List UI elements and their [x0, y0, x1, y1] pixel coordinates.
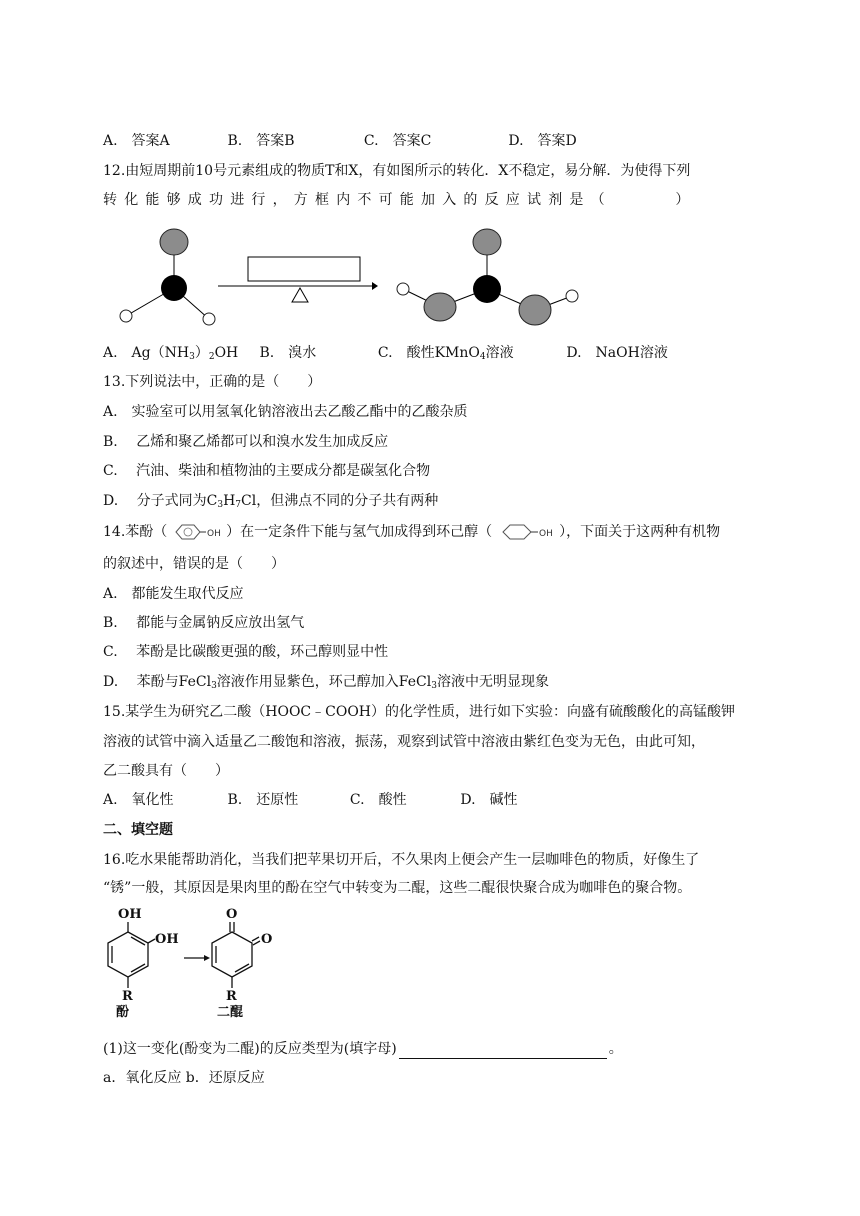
phenol-oh-side: OH — [155, 932, 179, 947]
q15-stem-line1: 15.某学生为研究乙二酸（HOOC﹣COOH）的化学性质，进行如下实验：向盛有硫酸酸化的高锰酸钾 — [103, 704, 736, 720]
q16-stem-line2: “锈”一般，其原因是果肉里的酚在空气中转变为二醌，这些二醌很快聚合成为咖啡色的聚合物。 — [103, 880, 692, 896]
q12-option-d: D. NaOH溶液 — [566, 345, 668, 361]
phenol-r-label: R — [122, 989, 133, 1004]
q11-option-a: A. 答案A — [103, 133, 170, 149]
q12-option-a: A. $Ag(NH_3)_2OH$ — [103, 345, 239, 362]
reaction-arrow — [218, 257, 378, 302]
q14-stem-line2: 的叙述中，错误的是（ ） — [103, 556, 285, 572]
cyclohexanol-oh-label: OH — [538, 529, 553, 539]
quinone-o-side: O — [261, 932, 273, 947]
q13-option-c: C. 汽油、柴油和植物油的主要成分都是碳氢化合物 — [103, 463, 431, 479]
q14-option-c: C. 苯酚是比碳酸更强的酸，环己醇则显中性 — [103, 644, 389, 660]
molecule-x — [397, 229, 578, 325]
q13-option-a: A. 实验室可以用氢氧化钠溶液出去乙酸乙酯中的乙酸杂质 — [103, 404, 468, 420]
q14-stem-line1: 14.苯酚（ OH ）在一定条件下能与氢气加成得到环己醇（ OH ），下面关于这两种有机物 — [103, 524, 721, 540]
q12-options — [103, 343, 668, 363]
q16-sub1-options: a．氧化反应 b．还原反应 — [103, 1070, 265, 1086]
cyclohexanol-structure-icon — [497, 523, 555, 541]
q14-option-a: A. 都能发生取代反应 — [103, 586, 244, 602]
reaction-arrow-2 — [184, 955, 210, 961]
q15-option-a: A. 氧化性 — [103, 792, 174, 808]
q15-options — [103, 790, 518, 810]
q14-option-d: D. 苯酚与FeCl$_3$溶液作用显紫色，环己醇加入FeCl$_3$溶液中无明显现象 — [103, 674, 549, 691]
q11-option-d: D. 答案D — [508, 133, 577, 149]
q16-sub1: (1)这一变化(酚变为二醌)的反应类型为(填字母) 。 — [103, 1041, 623, 1057]
q15-option-b: B. 还原性 — [227, 792, 299, 808]
q11-option-c: C. 答案C — [363, 133, 432, 149]
transformation-diagram — [110, 222, 590, 334]
phenol-structure — [108, 907, 179, 1020]
q15-stem-line3: 乙二酸具有（ ） — [103, 763, 229, 779]
q11-option-b: B. 答案B — [227, 133, 295, 149]
molecule-t — [120, 229, 215, 325]
q12-stem-line1: 12.由短周期前10号元素组成的物质T和X，有如图所示的转化．X不稳定，易分解．为使得下列 — [103, 163, 691, 179]
phenol-oh-label: OH — [206, 529, 221, 539]
q12-stem-line2: 转化能够成功进行，方框内不可能加入的反应试剂是（ ） — [103, 192, 697, 208]
phenol-structure-icon — [172, 523, 222, 541]
q16-answer-blank[interactable] — [399, 1044, 607, 1059]
q11-options — [103, 131, 577, 151]
quinone-r-label: R — [226, 989, 237, 1004]
q14-option-b: B. 都能与金属钠反应放出氢气 — [103, 615, 305, 631]
quinone-caption: 二醌 — [217, 1005, 244, 1020]
phenol-caption: 酚 — [116, 1005, 130, 1020]
quinone-structure — [212, 907, 272, 1020]
q12-option-c: C. 酸性KMnO$_4$溶液 — [377, 345, 514, 362]
q12-option-b: B. 溴水 — [259, 345, 317, 361]
phenol-to-quinone-diagram — [100, 902, 290, 1032]
q13-option-b: B. 乙烯和聚乙烯都可以和溴水发生加成反应 — [103, 434, 389, 450]
q15-option-c: C. 酸性 — [349, 792, 407, 808]
phenol-oh-top: OH — [118, 907, 142, 922]
quinone-o-top: O — [226, 907, 238, 922]
q15-stem-line2: 溶液的试管中滴入适量乙二酸饱和溶液，振荡，观察到试管中溶液由紫红色变为无色，由此可知， — [103, 734, 705, 750]
q13-option-d: D. 分子式同为$C_3H_7Cl$，但沸点不同的分子共有两种 — [103, 493, 439, 510]
q15-option-d: D. 碱性 — [460, 792, 518, 808]
section-title: 二、填空题 — [103, 822, 173, 838]
q16-stem-line1: 16.吃水果能帮助消化，当我们把苹果切开后，不久果肉上便会产生一层咖啡色的物质，好像生了 — [103, 852, 700, 868]
q13-stem: 13.下列说法中，正确的是（ ） — [103, 374, 322, 390]
